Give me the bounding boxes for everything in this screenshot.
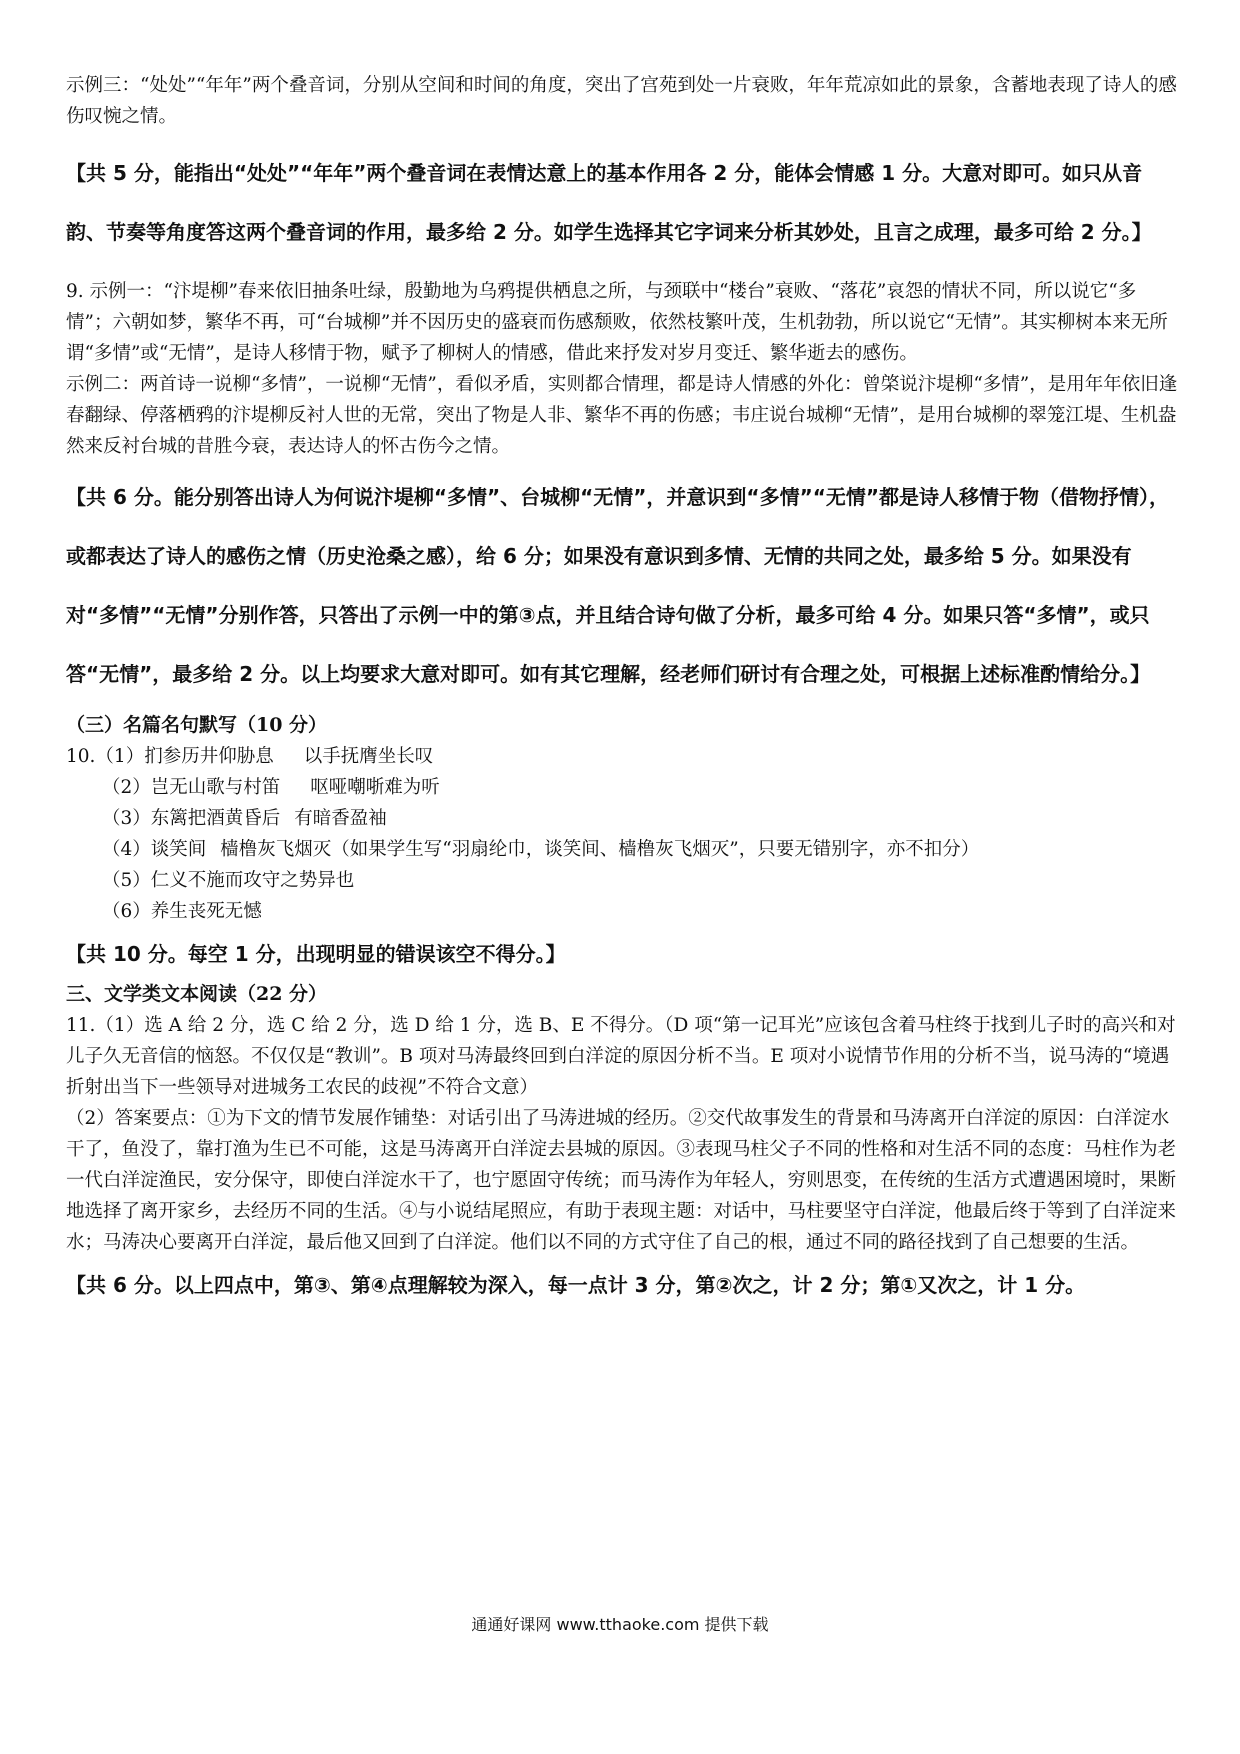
grading-note-q8: 【共 5 分，能指出“处处”“年年”两个叠音词在表情达意上的基本作用各 2 分，能体会情感 1 分。大意对即可。如只从音韵、节奏等角度答这两个叠音词的作用，最多给 2 分。如学生选择其它字词来分析其妙处，且言之成理，最多可给 2 分。】	[66, 161, 1152, 244]
grading-note-q11: 【共 6 分。以上四点中，第③、第④点理解较为深入，每一点计 3 分，第②次之，计 2 分；第①又次之，计 1 分。	[66, 1273, 1086, 1297]
q10-answer-a: 仁义不施而攻守之势异也	[150, 870, 355, 891]
q10-line-6	[66, 896, 1178, 927]
q10-item-num: （4）	[102, 839, 151, 860]
q10-answer-a: 东篱把酒黄昏后	[150, 808, 281, 829]
q10-line-3	[66, 803, 1178, 834]
q10-answer-b: 有暗香盈袖	[294, 808, 387, 829]
q10-answer-a: 岂无山歌与村笛	[150, 777, 281, 798]
page-footer: 通通好课网 www.tthaoke.com 提供下载	[471, 1615, 769, 1634]
q10-item-num: （1）	[95, 746, 145, 767]
q10-line-4	[66, 834, 1178, 865]
answer-key-page	[66, 70, 1178, 1310]
q10-answer-a: 谈笑间	[150, 839, 207, 860]
q11-part-2: （2）答案要点：①为下文的情节发展作铺垫：对话引出了马涛进城的经历。②交代故事发生的背景和马涛离开白洋淀的原因：白洋淀水干了，鱼没了，靠打渔为生已不可能，这是马涛离开白洋淀去县城的原因。③表现马柱父子不同的性格和对生活不同的态度：马柱作为老一代白洋淀渔民，安分保守，即使白洋淀水干了，也宁愿固守传统；而马涛作为年轻人，穷则思变，在传统的生活方式遭遇困境时，果断地选择了离开家乡，去经历不同的生活。④与小说结尾照应，有助于表现主题：对话中，马柱要坚守白洋淀，他最后终于等到了白洋淀来水；马涛决心要离开白洋淀，最后他又回到了白洋淀。他们以不同的方式守住了自己的根，通过不同的路径找到了自己想要的生活。	[66, 1108, 1177, 1253]
q10-answer-a: 扪参历井仰胁息	[144, 746, 274, 767]
section-heading-dictation: （三）名篇名句默写（10 分）	[66, 714, 328, 736]
q10-line-5	[66, 865, 1178, 896]
q9-example-2: 示例二：两首诗一说柳“多情”，一说柳“无情”，看似矛盾，实则都合情理，都是诗人情感的外化：曾棨说汴堤柳“多情”，是用年年依旧逢春翻绿、停落栖鸦的汴堤柳反衬人世的无常，突出了物是人非、繁华不再的伤感；韦庄说台城柳“无情”，是用台城柳的翠笼江堤、生机盎然来反衬台城的昔胜今衰，表达诗人的怀古伤今之情。	[66, 374, 1178, 457]
q11-part-1: 11.（1）选 A 给 2 分，选 C 给 2 分，选 D 给 1 分，选 B、E 不得分。（D 项“第一记耳光”应该包含着马柱终于找到儿子时的高兴和对儿子久无音信的恼怒。不仅仅是“教训”。B 项对马涛最终回到白洋淀的原因分析不当。E 项对小说情节作用的分析不当，说马涛的“境遇折射出当下一些领导对进城务工农民的歧视”不符合文意）	[66, 1015, 1176, 1098]
section-heading-literary: 三、文学类文本阅读（22 分）	[66, 983, 328, 1005]
q10-answer-a: 养生丧死无憾	[150, 901, 262, 922]
q10-item-num: （5）	[102, 870, 151, 891]
q10-line-1	[66, 741, 1178, 772]
q10-answer-b: 呕哑嘲哳难为听	[310, 777, 440, 798]
sample-answer-3: 示例三：“处处”“年年”两个叠音词，分别从空间和时间的角度，突出了宫苑到处一片衰败，年年荒凉如此的景象，含蓄地表现了诗人的感伤叹惋之情。	[66, 75, 1177, 127]
q10-prefix: 10.	[66, 746, 96, 767]
q10-answer-b: 樯橹灰飞烟灭（如果学生写“羽扇纶巾，谈笑间、樯橹灰飞烟灭”，只要无错别字，亦不扣分）	[220, 839, 980, 860]
q9-example-1: 9. 示例一：“汴堤柳”春来依旧抽条吐绿，殷勤地为乌鸦提供栖息之所，与颈联中“楼台”衰败、“落花”哀怨的情状不同，所以说它“多情”；六朝如梦，繁华不再，可“台城柳”并不因历史的盛衰而伤感颓败，依然枝繁叶茂，生机勃勃，所以说它“无情”。其实柳树本来无所谓“多情”或“无情”，是诗人移情于物，赋予了柳树人的情感，借此来抒发对岁月变迁、繁华逝去的感伤。	[66, 281, 1168, 364]
q10-answer-b: 以手抚膺坐长叹	[303, 746, 434, 767]
q10-item-num: （3）	[102, 808, 151, 829]
q10-item-num: （2）	[102, 777, 151, 798]
q10-item-num: （6）	[102, 901, 151, 922]
grading-note-q9: 【共 6 分。能分别答出诗人为何说汴堤柳“多情”、台城柳“无情”，并意识到“多情”“无情”都是诗人移情于物（借物抒情），或都表达了诗人的感伤之情（历史沧桑之感），给 6 分；如果没有意识到多情、无情的共同之处，最多给 5 分。如果没有对“多情”“无情”分别作答，只答出了示例一中的第③点，并且结合诗句做了分析，最多可给 4 分。如果只答“多情”，或只答“无情”，最多给 2 分。以上均要求大意对即可。如有其它理解，经老师们研讨有合理之处，可根据上述标准酌情给分。】	[66, 485, 1169, 686]
grading-note-q10: 【共 10 分。每空 1 分，出现明显的错误该空不得分。】	[66, 942, 566, 966]
q10-line-2	[66, 772, 1178, 803]
